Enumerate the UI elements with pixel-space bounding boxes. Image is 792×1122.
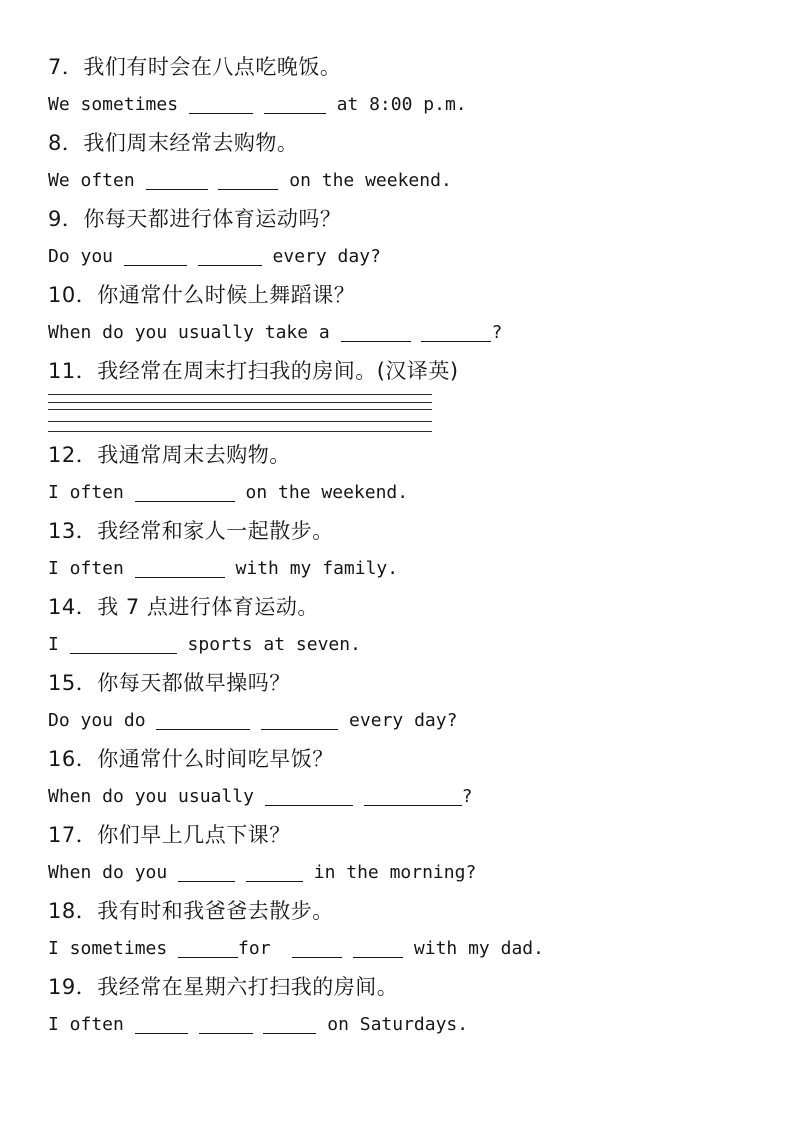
english-text: We sometimes (48, 94, 189, 115)
fill-in-blank[interactable] (189, 95, 253, 114)
english-sentence (48, 930, 752, 968)
english-text: at 8:00 p.m. (325, 94, 467, 115)
fill-in-blank[interactable] (265, 787, 353, 806)
english-text: I often (48, 482, 135, 503)
english-text: Do you do (48, 710, 157, 731)
english-text: with my dad. (403, 938, 544, 959)
english-text: on the weekend. (278, 170, 452, 191)
exercise-item (48, 436, 752, 512)
english-text (253, 94, 264, 115)
fill-in-blank[interactable] (218, 171, 278, 190)
fill-in-blank[interactable] (135, 1015, 188, 1034)
fill-in-blank[interactable] (70, 635, 177, 654)
exercise-item (48, 512, 752, 588)
chinese-sentence: 17．你们早上几点下课？ (48, 823, 291, 847)
english-text: When do you usually (48, 786, 265, 807)
exercise-item (48, 968, 752, 1044)
answer-line[interactable] (48, 402, 432, 403)
english-text: in the morning? (302, 862, 477, 883)
english-text: When do you usually take a (48, 322, 341, 343)
fill-in-blank[interactable] (178, 939, 238, 958)
english-text: for (238, 938, 293, 959)
english-sentence (48, 854, 752, 892)
chinese-sentence: 14．我 7 点进行体育运动。 (48, 595, 319, 619)
english-text: on the weekend. (234, 482, 409, 503)
translation-answer-area[interactable] (48, 390, 752, 436)
english-sentence (48, 1006, 752, 1044)
exercise-list (48, 48, 752, 1044)
english-text: with my family. (224, 558, 399, 579)
fill-in-blank[interactable] (421, 323, 491, 342)
fill-in-blank[interactable] (146, 171, 208, 190)
english-text: on Saturdays. (316, 1014, 469, 1035)
answer-line[interactable] (48, 431, 432, 432)
english-text: Do you (48, 246, 124, 267)
fill-in-blank[interactable] (264, 95, 326, 114)
fill-in-blank[interactable] (292, 939, 342, 958)
english-text (253, 1014, 264, 1035)
fill-in-blank[interactable] (263, 1015, 316, 1034)
chinese-sentence: 7．我们有时会在八点吃晚饭。 (48, 55, 342, 79)
english-sentence (48, 474, 752, 512)
fill-in-blank[interactable] (353, 939, 403, 958)
fill-in-blank[interactable] (364, 787, 462, 806)
exercise-item (48, 892, 752, 968)
english-text: every day? (338, 710, 458, 731)
english-text: I often (48, 1014, 135, 1035)
english-sentence (48, 162, 752, 200)
answer-line[interactable] (48, 409, 432, 410)
english-text: every day? (261, 246, 381, 267)
exercise-item (48, 48, 752, 124)
chinese-sentence: 12．我通常周末去购物。 (48, 443, 291, 467)
english-text: I sometimes (48, 938, 179, 959)
fill-in-blank[interactable] (246, 863, 303, 882)
english-sentence (48, 314, 752, 352)
english-text: sports at seven. (176, 634, 361, 655)
fill-in-blank[interactable] (261, 711, 338, 730)
chinese-sentence: 9．你每天都进行体育运动吗？ (48, 207, 342, 231)
exercise-item (48, 124, 752, 200)
exercise-item (48, 588, 752, 664)
english-text (353, 786, 364, 807)
english-text (208, 170, 219, 191)
fill-in-blank[interactable] (199, 1015, 253, 1034)
english-text: We often (48, 170, 146, 191)
english-sentence (48, 626, 752, 664)
exercise-item (48, 352, 752, 436)
english-text (411, 322, 422, 343)
english-sentence (48, 86, 752, 124)
chinese-sentence: 13．我经常和家人一起散步。 (48, 519, 334, 543)
exercise-item (48, 200, 752, 276)
answer-line[interactable] (48, 394, 432, 395)
fill-in-blank[interactable] (178, 863, 235, 882)
exercise-item (48, 740, 752, 816)
english-text (250, 710, 261, 731)
english-text: I often (48, 558, 135, 579)
english-text: I (48, 634, 70, 655)
chinese-sentence: 10．你通常什么时候上舞蹈课？ (48, 283, 356, 307)
fill-in-blank[interactable] (124, 247, 187, 266)
answer-line[interactable] (48, 421, 432, 422)
exercise-item (48, 276, 752, 352)
english-text (235, 862, 246, 883)
fill-in-blank[interactable] (135, 483, 235, 502)
english-sentence (48, 238, 752, 276)
english-text: ? (461, 786, 473, 807)
chinese-sentence: 15．你每天都做早操吗？ (48, 671, 291, 695)
fill-in-blank[interactable] (198, 247, 262, 266)
english-sentence (48, 778, 752, 816)
english-sentence (48, 550, 752, 588)
english-text: When do you (48, 862, 179, 883)
english-text (188, 1014, 199, 1035)
english-text: ? (491, 322, 503, 343)
chinese-sentence: 8．我们周末经常去购物。 (48, 131, 299, 155)
exercise-item (48, 816, 752, 892)
chinese-sentence: 11．我经常在周末打扫我的房间。(汉译英) (48, 359, 459, 383)
english-text (187, 246, 198, 267)
exercise-item (48, 664, 752, 740)
chinese-sentence: 18．我有时和我爸爸去散步。 (48, 899, 334, 923)
fill-in-blank[interactable] (341, 323, 411, 342)
english-text (342, 938, 353, 959)
fill-in-blank[interactable] (156, 711, 250, 730)
fill-in-blank[interactable] (135, 559, 225, 578)
chinese-sentence: 16．你通常什么时间吃早饭？ (48, 747, 334, 771)
chinese-sentence: 19．我经常在星期六打扫我的房间。 (48, 975, 399, 999)
english-sentence (48, 702, 752, 740)
